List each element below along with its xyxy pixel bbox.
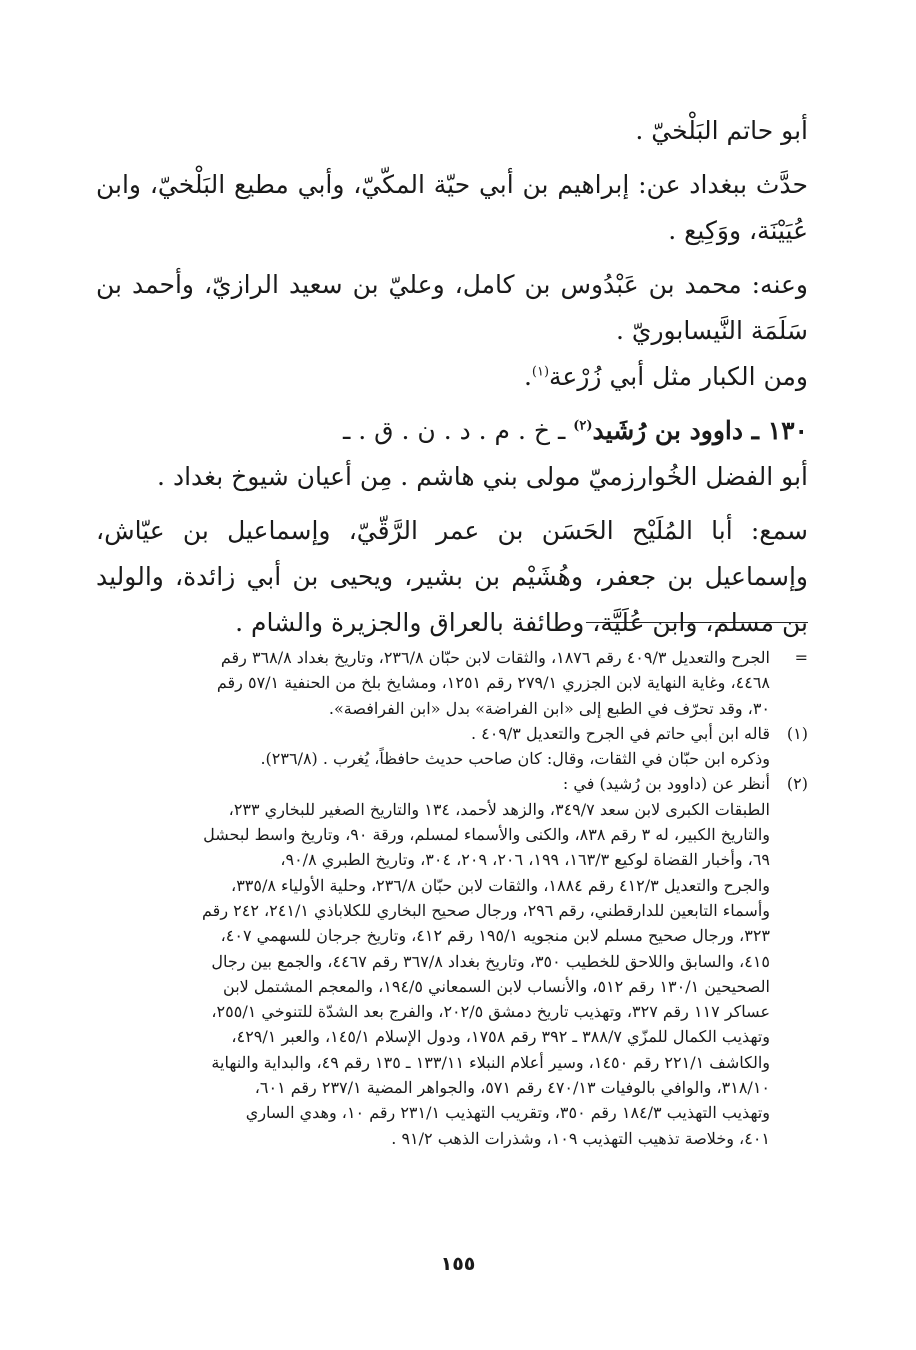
- footnote-line: ٤١٥، والسابق واللاحق للخطيب ٣٥٠، وتاريخ بغداد ٣٦٧/٨ رقم ٤٤٦٧، والجمع بين رجال: [211, 951, 770, 971]
- elders-text: ومن الكبار مثل أبي زُرْعة: [549, 362, 808, 391]
- footnote-line: الطبقات الكبرى لابن سعد ٣٤٩/٧، والزهد لأحمد، ١٣٤ والتاريخ الصغير للبخاري ٢٣٣،: [228, 799, 770, 819]
- footnote-line: أنظر عن (داوود بن رُشيد) في :: [562, 774, 770, 794]
- paragraph-identity: أبو الفضل الخُوارزميّ مولى بني هاشم . مِن أعيان شيوخ بغداد .: [157, 462, 808, 491]
- footnote-2-mark: (٢): [786, 774, 808, 794]
- entry-heading: [96, 408, 808, 454]
- footnote-line: الجرح والتعديل ٤٠٩/٣ رقم ١٨٧٦، والثقات لابن حبّان ٢٣٦/٨، وتاريخ بغداد ٣٦٨/٨ رقم: [220, 648, 770, 667]
- paragraph-kunya: أبو حاتم البَلْخيّ .: [635, 116, 808, 145]
- page-number: ١٥٥: [440, 1253, 476, 1275]
- footnote-line: وذكره ابن حبّان في الثقات، وقال: كان صاحب حديث حافظاً، يُغرب . (٢٣٦/٨).: [260, 749, 770, 769]
- elders-end: .: [523, 362, 532, 391]
- footnote-1-mark: (١): [786, 723, 808, 743]
- footnote-line: عساكر ١١٧ رقم ٣٢٧، وتهذيب تاريخ دمشق ٢٠٢/٥، والفرج بعد الشدّة للتنوخي ٢٥٥/١،: [211, 1002, 770, 1022]
- footnote-ref-2: (٢): [573, 418, 593, 434]
- footnote-line: ٤٤٦٨، وغاية النهاية لابن الجزري ٢٧٩/١ رقم ١٢٥١، ومشايخ بلخ من الحنفية ٥٧/١ رقم: [216, 673, 770, 693]
- footnote-line: الصحيحين ١٣٠/١ رقم ٥١٢، والأنساب لابن السمعاني ١٩٤/٥، والمعجم المشتمل لابن: [223, 976, 770, 996]
- paragraph-elders: [96, 354, 808, 400]
- footnote-line: ٣٠، وقد تحرّف في الطبع إلى «ابن الفراضة» بدل «ابن الفرافصة».: [328, 698, 770, 718]
- main-text: [96, 108, 808, 646]
- footnote-line: ٦٩، وأخبار القضاة لوكيع ١٦٣/٣، ١٩٩، ٢٠٦، ٢٠٩، ٣٠٤، وتاريخ الطبري ٩٠/٨،: [280, 850, 770, 870]
- footnote-line: والجرح والتعديل ٤١٢/٣ رقم ١٨٨٤، والثقات لابن حبّان ٢٣٦/٨، وحلية الأولياء ٣٣٥/٨،: [231, 875, 770, 895]
- footnote-line: ٣٢٣، ورجال صحيح مسلم لابن منجويه ١٩٥/١ رقم ٤١٢، وتاريخ جرجان للسهمي ٤٠٧،: [220, 926, 770, 946]
- footnote-line: وتهذيب التهذيب ١٨٤/٣ رقم ٣٥٠، وتقريب التهذيب ٢٣١/١ رقم ١٠، وهدي الساري: [245, 1103, 770, 1123]
- footnote-1: [96, 721, 808, 772]
- continuation-mark: =: [794, 648, 808, 667]
- paragraph-teachers: سمع: أبا المُلَيْح الحَسَن بن عمر الرَّقّيّ، وإسماعيل بن عيّاش، وإسماعيل بن جعفر، وهُشَيْم بن بشير، ويحيى بن أبي زائدة، والوليد بن مسلم، وابن عُلَيَّة، وطائفة بالعراق والجزيرة والشام .: [96, 516, 809, 637]
- footnote-ref-1: (١): [531, 364, 550, 380]
- footnote-line: وأسماء التابعين للدارقطني، رقم ٢٩٦، ورجال صحيح البخاري للكلاباذي ٢٤١/١، ٢٤٢ رقم: [202, 900, 770, 920]
- entry-title: ١٣٠ ـ داوود بن رُشَيد: [592, 416, 808, 445]
- entry-symbols: ـ خ . م . د . ن . ق . ـ: [342, 416, 574, 445]
- footnote-line: ٣١٨/١٠، والوافي بالوفيات ٤٧٠/١٣ رقم ٥٧١، والجواهر المضية ٢٣٧/١ رقم ٦٠١،: [254, 1078, 770, 1098]
- footnote-line: والكاشف ٢٢١/١ رقم ١٤٥٠، وسير أعلام النبلاء ١٣٣/١١ ـ ١٣٥ رقم ٤٩، والبداية والنهاية: [211, 1052, 770, 1072]
- footnote-line: والتاريخ الكبير، له ٣ رقم ٨٣٨، والكنى والأسماء لمسلم، ورقة ٩٠، وتاريخ واسط لبحشل: [203, 825, 770, 845]
- footnote-continuation: [96, 645, 808, 721]
- footnote-line: قاله ابن أبي حاتم في الجرح والتعديل ٤٠٩/٣ .: [470, 723, 770, 743]
- footnote-separator: [586, 622, 808, 623]
- footnote-line: وتهذيب الكمال للمزّي ٣٨٨/٧ ـ ٣٩٢ رقم ١٧٥٨، ودول الإسلام ١٤٥/١، والعبر ٤٢٩/١،: [231, 1027, 770, 1047]
- paragraph-heard-from: حدَّث ببغداد عن: إبراهيم بن أبي حيّة المكّيّ، وأبي مطيع البَلْخيّ، وابن عُيَيْنَة، ووَكِيع .: [96, 170, 808, 245]
- paragraph-narrators: وعنه: محمد بن عَبْدُوس بن كامل، وعليّ بن سعيد الرازيّ، وأحمد بن سَلَمَة النَّيسابوريّ .: [96, 270, 808, 345]
- footnote-line: ٤٠١، وخلاصة تذهيب التهذيب ١٠٩، وشذرات الذهب ٩١/٢ .: [391, 1128, 770, 1148]
- footnotes: [96, 645, 808, 1151]
- footnote-2: [96, 771, 808, 1150]
